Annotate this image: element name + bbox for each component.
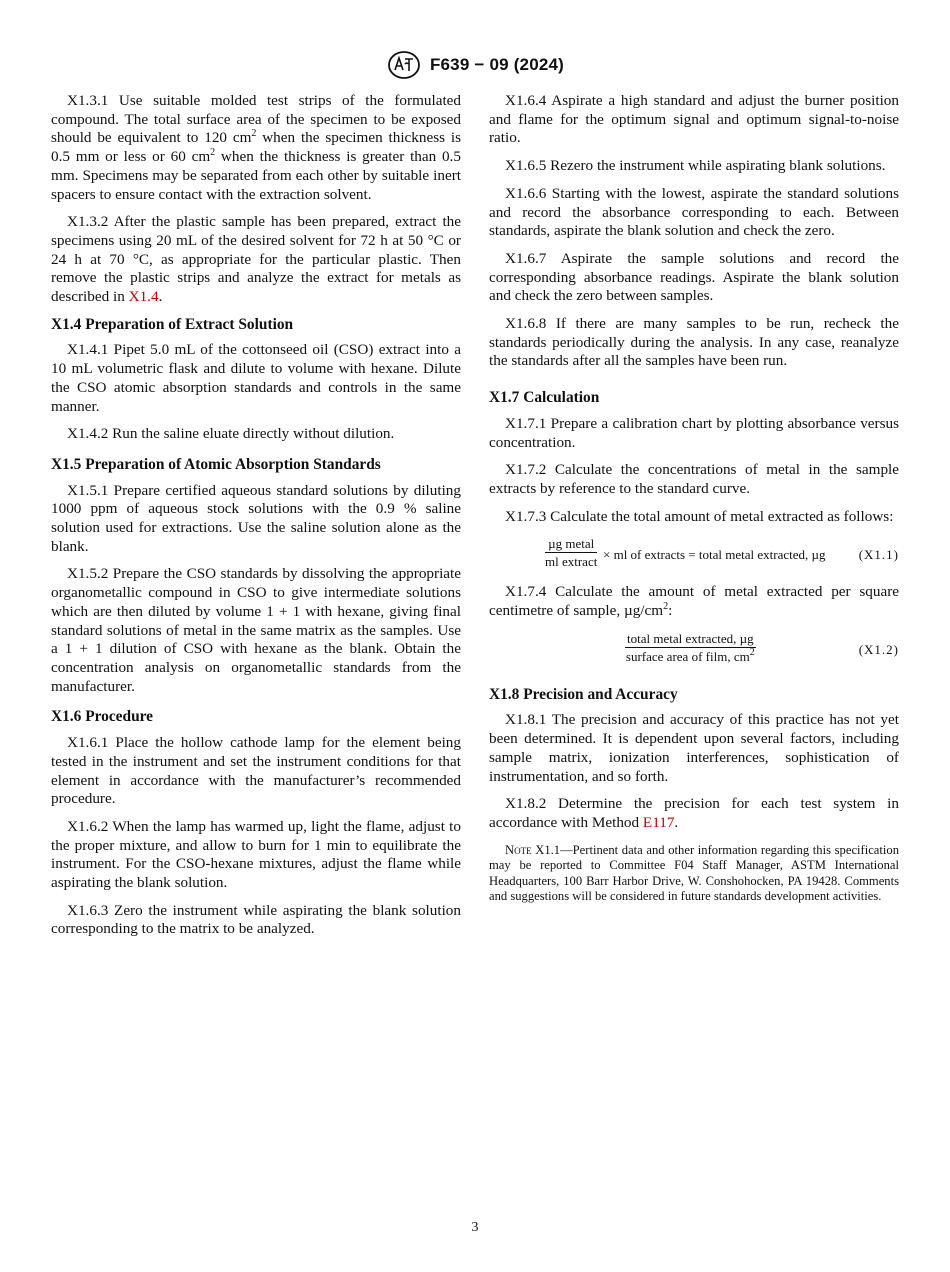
para-x1-8-2: X1.8.2 Determine the precision for each test system in accordance with Method E117. [489, 795, 899, 831]
para-x1-6-4: X1.6.4 Aspirate a high standard and adjust the burner position and flame for the optimum signal and optimum signal-to-noise ratio. [489, 92, 899, 147]
equation-x1-1-expression: × ml of extracts = total metal extracted, µg [603, 547, 826, 563]
equation-x1-1-label: (X1.1) [858, 547, 899, 563]
para-x1-3-1: X1.3.1 Use suitable molded test strips of the formulated compound. The total surface area of the specimen to be exposed should be equivalent to 120 $cm^2$ when the specimen thickness is 0.5 mm or less or 60 $cm^2$ when the thickness is greater than 0.5 mm. Specimens may be separated from each other by suitable inert spacers to ensure contact with the extraction solvent. [51, 92, 462, 203]
para-x1-5-1: X1.5.1 Prepare certified aqueous standard solutions by diluting 1000 ppm of aqueous stock solutions with the 0.9 % saline solution used for extractions. Use the saline solution alone as the blank. [51, 481, 461, 555]
equation-x1-1-numerator: µg metal [545, 535, 597, 553]
para-x1-7-2: X1.7.2 Calculate the concentrations of metal in the sample extracts by reference to the standard curve. [489, 461, 899, 497]
para-x1-7-1: X1.7.1 Prepare a calibration chart by plotting absorbance versus concentration. [489, 414, 899, 451]
heading-x1-6: X1.6 Procedure [51, 708, 154, 726]
para-x1-6-3: X1.6.3 Zero the instrument while aspirating the blank solution corresponding to the matrix to be analyzed. [51, 901, 461, 938]
heading-x1-4: X1.4 Preparation of Extract Solution [51, 315, 294, 333]
equation-x1-2-denominator: surface area of film, $cm^2$ [625, 646, 755, 664]
heading-x1-7: X1.7 Calculation [489, 389, 600, 407]
page-header [0, 50, 950, 85]
equation-x1-2-fraction [625, 630, 756, 666]
equation-x1-2-numerator: total metal extracted, µg [627, 630, 754, 646]
para-x1-3-2: X1.3.2 After the plastic sample has been prepared, extract the specimens using 20 mL of the desired solvent for 72 h at 50 °C or 24 h at 70 °C, as appropriate for the particular plastic. Then remove the plastic strips and analyze the extract for metals as described in X1.4. [51, 213, 461, 306]
page-number: 3 [471, 1220, 479, 1235]
para-x1-8-1: X1.8.1 The precision and accuracy of this practice has not yet been determined. It is dependent upon several factors, including sample matrix, ionization interferences, sophistication of instrumentation, and so forth. [489, 711, 899, 785]
para-x1-7-4: X1.7.4 Calculate the amount of metal extracted per square centimetre of sample, $\mu g/cm^2$: [489, 583, 899, 620]
heading-x1-5: X1.5 Preparation of Atomic Absorption Standards [51, 455, 381, 473]
para-x1-5-2: X1.5.2 Prepare the CSO standards by dissolving the appropriate organometallic compound in CSO to give intermediate solutions which are then diluted by volume 1 + 1 with hexane, giving final standard solutions of metal in the same matrix as the samples. Use a 1 + 1 dilution of CSO with hexane as the blank. Obtain the concentration analysis on organometallic standards from the manufacturer. [51, 565, 461, 695]
astm-logo-icon [386, 50, 422, 80]
equation-x1-2-label: (X1.2) [858, 641, 899, 657]
document-title: F639 − 09 (2024) [429, 55, 565, 74]
left-column [51, 92, 461, 948]
equation-x1-1-fraction [545, 535, 597, 571]
para-x1-6-6: X1.6.6 Starting with the lowest, aspirate the standard solutions and record the absorbance corresponding to each. Between standards, aspirate the blank solution and check the zero. [489, 184, 899, 240]
para-x1-4-1: X1.4.1 Pipet 5.0 mL of the cottonseed oil (CSO) extract into a 10 mL volumetric flask and dilute to volume with hexane. Dilute the CSO atomic absorption standards and controls in the same manner. [51, 341, 461, 415]
para-x1-6-5: X1.6.5 Rezero the instrument while aspirating blank solutions. [505, 157, 886, 175]
equation-x1-1-denominator: ml extract [545, 554, 598, 570]
note-x1-1: Note X1.1—Pertinent data and other information regarding this specification may be reported to Committee F04 Staff Manager, ASTM International Headquarters, 100 Barr Harbor Drive, W. Conshohocken, PA 19428. Comments and suggestions will be considered in future standards development activities. [489, 842, 899, 903]
link-x1-4[interactable]: X1.4 [128, 288, 159, 306]
para-x1-6-7: X1.6.7 Aspirate the sample solutions and record the corresponding absorbance readings. Aspirate the blank solution and check the zero between samples. [489, 249, 899, 305]
para-x1-4-2: X1.4.2 Run the saline eluate directly without dilution. [67, 425, 395, 443]
para-x1-6-2: X1.6.2 When the lamp has warmed up, light the flame, adjust to the proper mixture, and allow to burn for 1 min to equilibrate the instrument. For the CSO-hexane mixtures, adjust the flame while aspirating the blank solution. [51, 817, 461, 892]
para-x1-6-1: X1.6.1 Place the hollow cathode lamp for the element being tested in the instrument and set the instrument conditions for that element in accordance with the manufacturer’s recommended procedure. [51, 734, 461, 808]
para-x1-7-3: X1.7.3 Calculate the total amount of metal extracted as follows: [505, 507, 894, 525]
equation-x1-1 [489, 535, 899, 575]
link-e117[interactable]: E117 [642, 813, 675, 831]
right-column [489, 92, 899, 904]
heading-x1-8: X1.8 Precision and Accuracy [489, 685, 678, 703]
para-x1-6-8: X1.6.8 If there are many samples to be run, recheck the standards periodically during the analysis. In any case, reanalyze the standards after all the samples have been run. [489, 315, 899, 370]
equation-x1-2 [489, 630, 899, 670]
